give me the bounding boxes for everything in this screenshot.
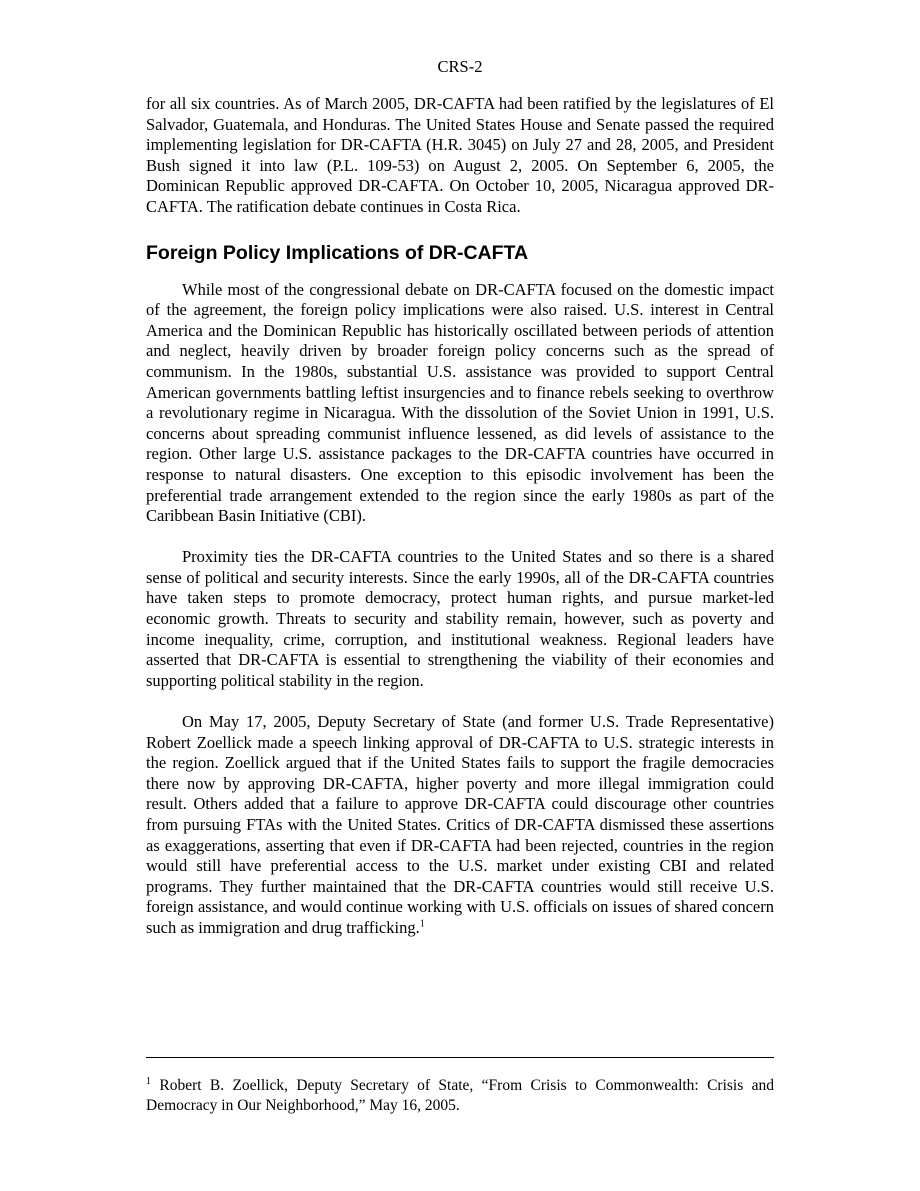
body-paragraph-zoellick <box>146 712 774 939</box>
footnote <box>146 1076 774 1116</box>
document-body <box>146 94 774 939</box>
body-paragraph-zoellick-text: On May 17, 2005, Deputy Secretary of State (and former U.S. Trade Representative) Robert Zoellick made a speech linking approval of DR-CAFTA to U.S. strategic interests in the region. Zoellick argued that if the United States fails to support the fragile democracies there now by approving DR-CAFTA, higher poverty and more illegal immigration could result. Others added that a failure to approve DR-CAFTA could discourage other countries from pursuing FTAs with the United States. Critics of DR-CAFTA dismissed these assertions as exaggerations, asserting that even if DR-CAFTA had been rejected, countries in the region would still have preferential access to the U.S. market under existing CBI and related programs. They further maintained that the DR-CAFTA countries would still receive U.S. foreign assistance, and would continue working with U.S. officials on issues of shared concern such as immigration and drug trafficking. <box>146 712 774 937</box>
footnote-text: Robert B. Zoellick, Deputy Secretary of State, “From Crisis to Commonwealth: Crisis and Democracy in Our Neighborhood,” May 16, 2005. <box>146 1077 774 1114</box>
body-paragraph-history: While most of the congressional debate on DR-CAFTA focused on the domestic impact of the agreement, the foreign policy implications were also raised. U.S. interest in Central America and the Dominican Republic has historically oscillated between periods of attention and neglect, heavily driven by broader foreign policy concerns such as the spread of communism. In the 1980s, substantial U.S. assistance was provided to support Central American governments battling leftist insurgencies and to finance rebels seeking to overthrow a revolutionary regime in Nicaragua. With the dissolution of the Soviet Union in 1991, U.S. concerns about spreading communist influence lessened, as did levels of assistance to the region. Other large U.S. assistance packages to the DR-CAFTA countries have occurred in response to natural disasters. One exception to this episodic involvement has been the preferential trade arrangement extended to the region since the early 1980s as part of the Caribbean Basin Initiative (CBI). <box>146 279 774 526</box>
page-number-header: CRS-2 <box>437 57 483 76</box>
footnote-reference[interactable]: 1 <box>419 918 425 930</box>
footnote-separator <box>146 1057 774 1058</box>
body-paragraph-proximity: Proximity ties the DR-CAFTA countries to the United States and so there is a shared sense of political and security interests. Since the early 1990s, all of the DR-CAFTA countries have taken steps to promote democracy, protect human rights, and pursue market-led economic growth. Threats to security and stability remain, however, such as poverty and income inequality, crime, corruption, and institutional weakness. Regional leaders have asserted that DR-CAFTA is essential to strengthening the viability of their economies and supporting political stability in the region. <box>146 547 774 690</box>
continued-paragraph: for all six countries. As of March 2005, DR-CAFTA had been ratified by the legislatures of El Salvador, Guatemala, and Honduras. The United States House and Senate passed the required implementing legislation for DR-CAFTA (H.R. 3045) on July 27 and 28, 2005, and President Bush signed it into law (P.L. 109-53) on August 2, 2005. On September 6, 2005, the Dominican Republic approved DR-CAFTA. On October 10, 2005, Nicaragua approved DR-CAFTA. The ratification debate continues in Costa Rica. <box>146 94 774 216</box>
section-heading: Foreign Policy Implications of DR-CAFTA <box>146 241 529 264</box>
footnote-marker: 1 <box>146 1075 151 1087</box>
